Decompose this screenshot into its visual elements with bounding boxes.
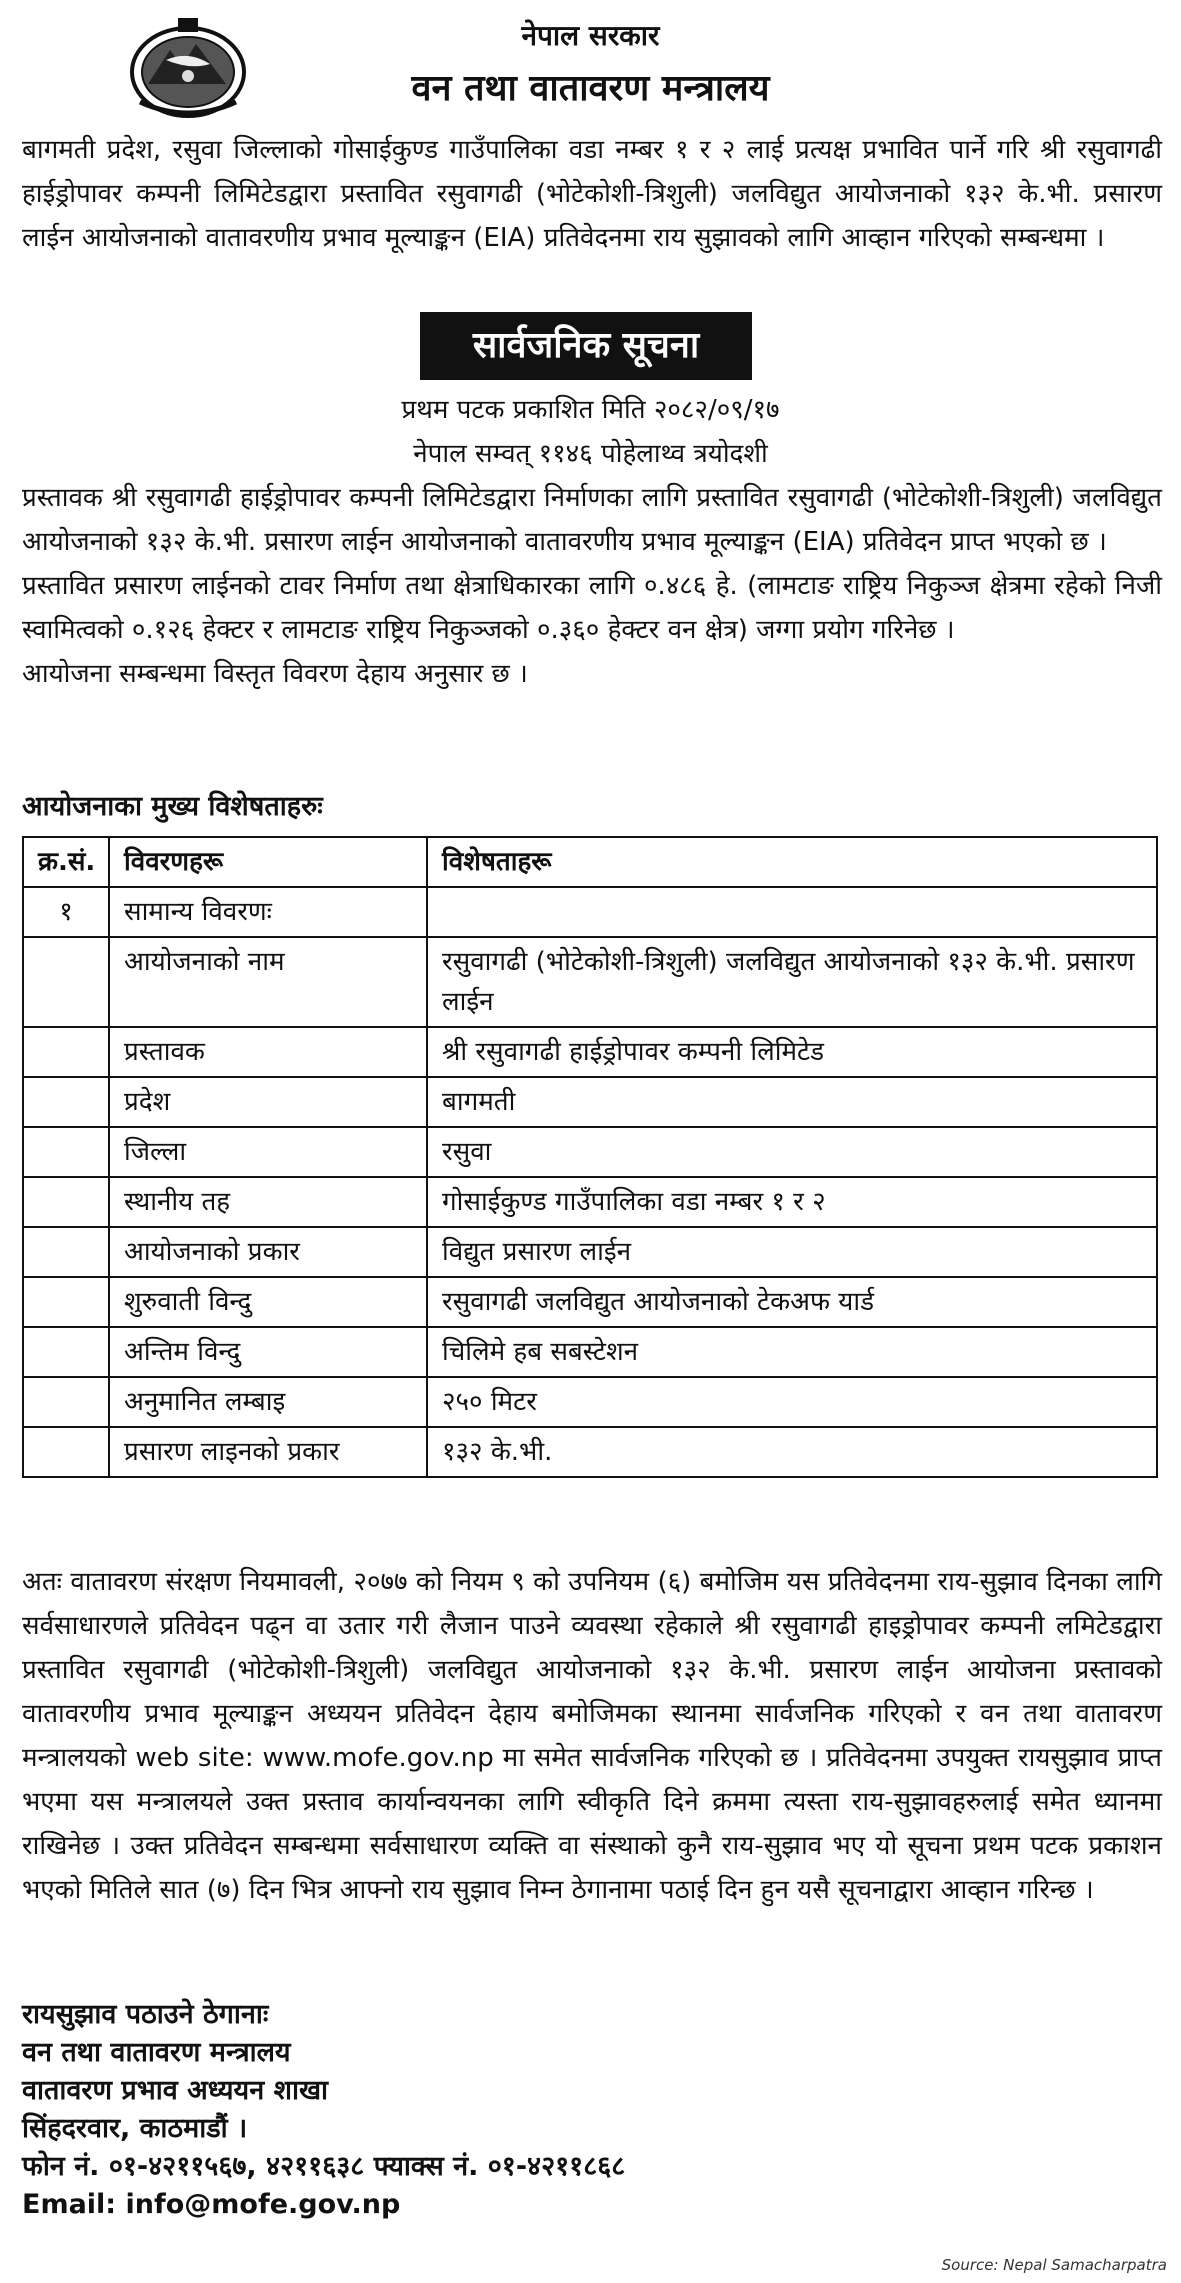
table-row xyxy=(23,1377,1157,1427)
table-cell: श्री रसुवागढी हाईड्रोपावर कम्पनी लिमिटेड xyxy=(427,1027,1157,1077)
features-heading: आयोजनाका मुख्य विशेषताहरुः xyxy=(22,791,323,822)
table-cell: रसुवागढी जलविद्युत आयोजनाको टेकअफ यार्ड xyxy=(427,1277,1157,1327)
address-branch: वातावरण प्रभाव अध्ययन शाखा xyxy=(22,2075,329,2106)
table-cell xyxy=(23,1377,109,1427)
table-row xyxy=(23,1327,1157,1377)
notice-subject: बागमती प्रदेश, रसुवा जिल्लाको गोसाईकुण्ड गाउँपालिका वडा नम्बर १ र २ लाई प्रत्यक्ष प्रभावित पार्ने गरि श्री रसुवागढी हाईड्रोपावर कम्पनी लिमिटेडद्वारा प्रस्तावित रसुवागढी (भोटेकोशी-त्रिशुली) जलविद्युत आयोजनाको १३२ के.भी. प्रसारण लाईन आयोजनाको वातावरणीय प्रभाव मूल्याङ्कन (EIA) प्रतिवेदनमा राय सुझावको लागि आव्हान गरिएको सम्बन्धमा । xyxy=(22,135,1162,253)
table-cell: अनुमानित लम्बाइ xyxy=(109,1377,427,1427)
table-cell: रसुवा xyxy=(427,1127,1157,1177)
ministry-name: वन तथा वातावरण मन्त्रालय xyxy=(411,68,770,109)
table-row xyxy=(23,1027,1157,1077)
notice-title: सार्वजनिक सूचना xyxy=(420,312,752,380)
table-cell xyxy=(23,1427,109,1477)
table-cell: अन्तिम विन्दु xyxy=(109,1327,427,1377)
table-cell xyxy=(23,1027,109,1077)
publication-info xyxy=(0,388,1181,476)
address-email: Email: info@mofe.gov.np xyxy=(22,2189,401,2220)
address-location: सिंहदरवार, काठमाडौं । xyxy=(22,2113,248,2144)
address-phone: फोन नं. ०१-४२११५६७, ४२११६३८ फ्याक्स नं. ०१-४२११८६८ xyxy=(22,2151,626,2182)
table-cell: १ xyxy=(23,887,109,937)
publication-date: प्रथम पटक प्रकाशित मिति २०८२/०९/१७ xyxy=(401,395,780,425)
paragraph-proposal: प्रस्तावक श्री रसुवागढी हाईड्रोपावर कम्पनी लिमिटेडद्वारा निर्माणका लागि प्रस्तावित रसुवागढी (भोटेकोशी-त्रिशुली) जलविद्युत आयोजनाको १३२ के.भी. प्रसारण लाईन आयोजनाको वातावरणीय प्रभाव मूल्याङ्कन (EIA) प्रतिवेदन प्राप्त भएको छ । xyxy=(22,483,1162,557)
table-cell: जिल्ला xyxy=(109,1127,427,1177)
table-cell xyxy=(427,887,1157,937)
table-row xyxy=(23,1427,1157,1477)
table-cell: चिलिमे हब सबस्टेशन xyxy=(427,1327,1157,1377)
table-row xyxy=(23,1227,1157,1277)
header-serial: क्र.सं. xyxy=(23,837,109,887)
table-cell: बागमती xyxy=(427,1077,1157,1127)
table-cell: विद्युत प्रसारण लाईन xyxy=(427,1227,1157,1277)
table-row xyxy=(23,1177,1157,1227)
project-features-table xyxy=(22,836,1158,1478)
paragraph-details: आयोजना सम्बन्धमा विस्तृत विवरण देहाय अनुसार छ । xyxy=(22,659,528,689)
table-cell: आयोजनाको प्रकार xyxy=(109,1227,427,1277)
table-cell: प्रदेश xyxy=(109,1077,427,1127)
table-cell xyxy=(23,937,109,1027)
table-cell: १३२ के.भी. xyxy=(427,1427,1157,1477)
table-cell xyxy=(23,1127,109,1177)
nepal-sambat-date: नेपाल सम्वत् ११४६ पोहेलाथ्व त्रयोदशी xyxy=(413,439,768,469)
table-row xyxy=(23,887,1157,937)
header-features: विशेषताहरू xyxy=(427,837,1157,887)
source-credit: Source: Nepal Samacharpatra xyxy=(941,2256,1167,2274)
table-cell: २५० मिटर xyxy=(427,1377,1157,1427)
table-cell: प्रस्तावक xyxy=(109,1027,427,1077)
table-cell xyxy=(23,1227,109,1277)
table-cell: आयोजनाको नाम xyxy=(109,937,427,1027)
table-cell: रसुवागढी (भोटेकोशी-त्रिशुली) जलविद्युत आयोजनाको १३२ के.भी. प्रसारण लाईन xyxy=(427,937,1157,1027)
government-name: नेपाल सरकार xyxy=(521,19,660,52)
table-row xyxy=(23,1277,1157,1327)
address-heading: रायसुझाव पठाउने ठेगानाः xyxy=(22,1999,269,2030)
table-cell: गोसाईकुण्ड गाउँपालिका वडा नम्बर १ र २ xyxy=(427,1177,1157,1227)
header-description: विवरणहरू xyxy=(109,837,427,887)
table-row xyxy=(23,1077,1157,1127)
table-cell xyxy=(23,1277,109,1327)
contact-address xyxy=(22,1996,625,2224)
paragraph-land-use: प्रस्तावित प्रसारण लाईनको टावर निर्माण तथा क्षेत्राधिकारका लागि ०.४८६ हे. (लामटाङ राष्ट्रिय निकुञ्ज क्षेत्रमा रहेको निजी स्वामित्वको ०.१२६ हेक्टर र लामटाङ राष्ट्रिय निकुञ्जको ०.३६० हेक्टर वन क्षेत्र) जग्गा प्रयोग गरिनेछ । xyxy=(22,571,1162,645)
notice-body-main: अतः वातावरण संरक्षण नियमावली, २०७७ को नियम ९ को उपनियम (६) बमोजिम यस प्रतिवेदनमा राय-सुझाव दिनका लागि सर्वसाधारणले प्रतिवेदन पढ्न वा उतार गरी लैजान पाउने व्यवस्था रहेकाले श्री रसुवागढी हाइड्रोपावर कम्पनी लमिटेडद्वारा प्रस्तावित रसुवागढी (भोटेकोशी-त्रिशुली) जलविद्युत आयोजनाको १३२ के.भी. प्रसारण लाईन आयोजना प्रस्तावको वातावरणीय प्रभाव मूल्याङ्कन अध्ययन प्रतिवेदन देहाय बमोजिमका स्थानमा सार्वजनिक गरिएको र वन तथा वातावरण मन्त्रालयको web site: www.mofe.gov.np मा समेत सार्वजनिक गरिएको छ । प्रतिवेदनमा उपयुक्त रायसुझाव प्राप्त भएमा यस मन्त्रालयले उक्त प्रस्ताव कार्यान्वयनका लागि स्वीकृति दिने क्रममा त्यस्ता राय-सुझावहरुलाई समेत ध्यानमा राखिनेछ । उक्त प्रतिवेदन सम्बन्धमा सर्वसाधारण व्यक्ति वा संस्थाको कुनै राय-सुझाव भए यो सूचना प्रथम पटक प्रकाशन भएको मितिले सात (७) दिन भित्र आफ्नो राय सुझाव निम्न ठेगानामा पठाई दिन हुन यसै सूचनाद्वारा आव्हान गरिन्छ । xyxy=(22,1567,1162,1905)
table-cell: शुरुवाती विन्दु xyxy=(109,1277,427,1327)
table-cell: प्रसारण लाइनको प्रकार xyxy=(109,1427,427,1477)
table-row xyxy=(23,1127,1157,1177)
table-cell: सामान्य विवरणः xyxy=(109,887,427,937)
address-ministry: वन तथा वातावरण मन्त्रालय xyxy=(22,2037,291,2068)
table-cell xyxy=(23,1077,109,1127)
table-header-row xyxy=(23,837,1157,887)
table-row xyxy=(23,937,1157,1027)
notice-body-intro xyxy=(22,476,1162,696)
table-cell xyxy=(23,1327,109,1377)
table-cell: स्थानीय तह xyxy=(109,1177,427,1227)
table-cell xyxy=(23,1177,109,1227)
